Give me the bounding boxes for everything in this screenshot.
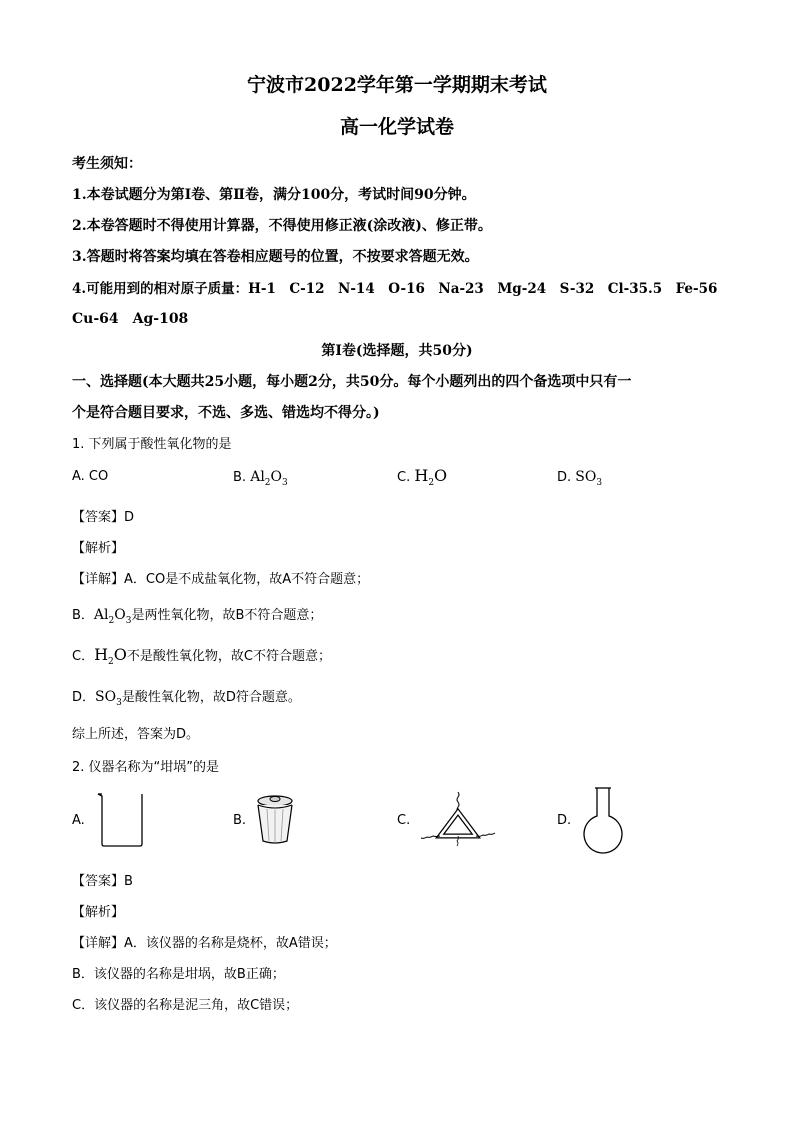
q2-option-c: C. <box>397 813 411 828</box>
q1-option-b-formula: $Al_2O_3$ <box>250 469 288 488</box>
q2-option-d: D. <box>557 813 572 828</box>
notice-heading: 考生须知： <box>72 156 142 172</box>
q1-detail-d-formula: $SO_3$ <box>95 689 122 708</box>
q1-detail-a: 【详解】A．CO是不成盐氧化物，故A不符合题意； <box>72 572 370 587</box>
crucible-icon <box>255 793 295 847</box>
q1-summary: 综上所述，答案为D。 <box>72 727 200 742</box>
q1-option-d <box>557 469 602 488</box>
q2-detail-tag: 【详解】 <box>72 936 125 951</box>
q1-option-c-label: C. <box>397 470 411 485</box>
q1-detail-tag: 【详解】 <box>72 572 125 587</box>
notice-item-1: 1.本卷试题分为第Ⅰ卷、第Ⅱ卷，满分100分，考试时间90分钟。 <box>72 187 476 203</box>
clay-triangle-icon <box>418 790 504 852</box>
q1-analysis-tag: 【解析】 <box>72 541 125 556</box>
q2-option-b: B. <box>233 813 247 828</box>
q1-detail-b: B．$Al_2O_3$是两性氧化物，故B不符合题意； <box>72 607 323 626</box>
q2-stem: 2. 仪器名称为“坩埚”的是 <box>72 760 220 775</box>
q1-detail-c: C．$H_2O$不是酸性氧化物，故C不符合题意； <box>72 645 331 668</box>
q2-detail-c: C．该仪器的名称是泥三角，故C错误； <box>72 998 299 1013</box>
q1-detail-b-formula: $Al_2O_3$ <box>93 607 132 626</box>
q2-analysis-tag: 【解析】 <box>72 905 125 920</box>
q1-option-b <box>233 469 288 488</box>
q1-answer-value: D <box>124 510 135 525</box>
notice-item-3: 3.答题时将答案均填在答卷相应题号的位置，不按要求答题无效。 <box>72 249 479 265</box>
round-bottom-flask-icon <box>580 786 626 854</box>
q1-detail-c-formula: $H_2O$ <box>94 645 127 668</box>
q2-detail-b: B．该仪器的名称是坩埚，故B正确； <box>72 967 285 982</box>
q1-option-d-formula: $SO_3$ <box>575 469 603 488</box>
q1-option-b-label: B. <box>233 470 247 485</box>
q1-stem: 1. 下列属于酸性氧化物的是 <box>72 437 232 452</box>
q1-option-a: A. CO <box>72 469 109 484</box>
q1-option-c <box>397 466 447 488</box>
q2-answer <box>72 870 133 889</box>
q2-option-a: A. <box>72 813 85 828</box>
q1-answer-tag: 【答案】 <box>72 510 125 525</box>
q1-option-d-label: D. <box>557 470 572 485</box>
q1-detail-d: D．$SO_3$是酸性氧化物，故D符合题意。 <box>72 689 301 708</box>
exam-title: 宁波市2022学年第一学期期末考试 <box>247 74 547 96</box>
notice-item-4-cont: Cu-64 Ag-108 <box>72 311 189 327</box>
section-instruction-2: 个是符合题目要求，不选、多选、错选均不得分。) <box>72 405 380 421</box>
section-title: 第Ⅰ卷(选择题，共50分) <box>321 343 473 359</box>
beaker-icon <box>96 790 146 848</box>
q2-answer-tag: 【答案】 <box>72 874 125 889</box>
section-instruction-1: 一、选择题(本大题共25小题，每小题2分，共50分。每个小题列出的四个备选项中只有一 <box>72 374 632 390</box>
q1-answer <box>72 506 134 525</box>
q1-option-c-formula: $H_2O$ <box>414 466 448 489</box>
notice-item-2: 2.本卷答题时不得使用计算器，不得使用修正液(涂改液)、修正带。 <box>72 218 492 234</box>
q2-answer-value: B <box>124 874 133 889</box>
q2-detail-a: 【详解】A．该仪器的名称是烧杯，故A错误； <box>72 936 337 951</box>
notice-item-4: 4.可能用到的相对原子质量：H-1 C-12 N-14 O-16 Na-23 Mg-24 S-32 Cl-35.5 Fe-56 <box>72 281 718 297</box>
exam-subtitle: 高一化学试卷 <box>339 116 454 138</box>
